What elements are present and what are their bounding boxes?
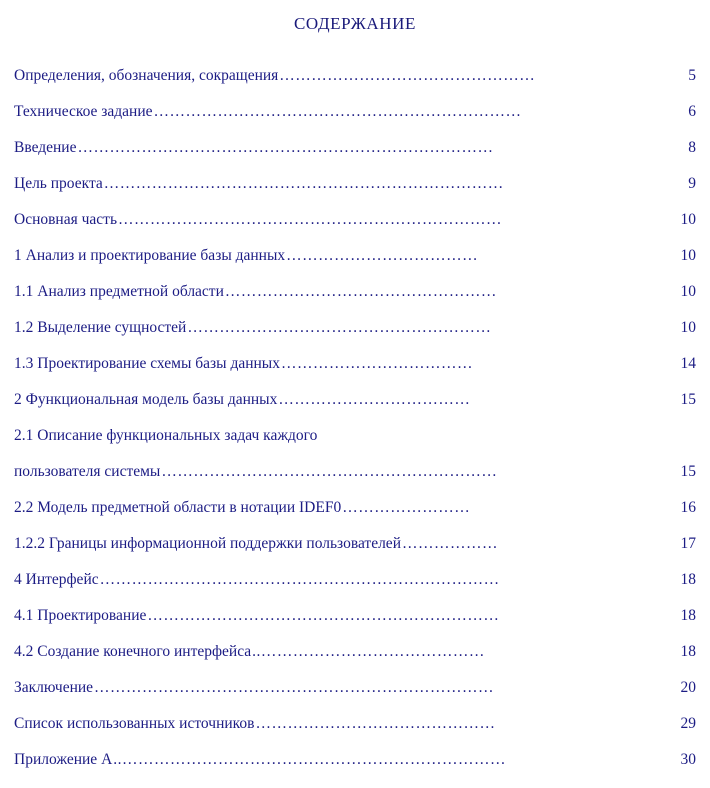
toc-entry-leader: ……………………………… bbox=[286, 247, 479, 264]
toc-entry-leader: ……………………………………… bbox=[255, 715, 496, 732]
toc-entry-label: 1 Анализ и проектирование базы данных bbox=[14, 247, 286, 264]
toc-entry-page-number: 29 bbox=[680, 715, 696, 732]
toc-entry-label: 1.2 Выделение сущностей bbox=[14, 319, 187, 336]
toc-entry[interactable] bbox=[14, 140, 696, 176]
toc-entry-page-number: 15 bbox=[680, 463, 696, 480]
toc-entry[interactable] bbox=[14, 284, 696, 320]
toc-entry-leader: …………………………………………… bbox=[224, 283, 497, 300]
toc-entry-leader: ..……………………………………………………………… bbox=[113, 751, 507, 768]
toc-entry-label: Техническое задание bbox=[14, 103, 153, 120]
toc-entry-page-number: 8 bbox=[688, 139, 696, 156]
document-page bbox=[0, 14, 710, 768]
toc-entry-page-number: 15 bbox=[680, 391, 696, 408]
toc-entry-leader: ..…………………………………… bbox=[252, 643, 485, 660]
toc-entry[interactable] bbox=[14, 176, 696, 212]
toc-entry-leader: …………………………………………………………………… bbox=[77, 139, 494, 156]
toc-entry[interactable] bbox=[14, 536, 696, 572]
toc-entry-label: 4.1 Проектирование bbox=[14, 607, 147, 624]
toc-entry-leader: ……………………………………………………………… bbox=[118, 211, 503, 228]
toc-entry-label: Список использованных источников bbox=[14, 715, 255, 732]
toc-entry[interactable] bbox=[14, 608, 696, 644]
toc-entry-page-number: 10 bbox=[680, 247, 696, 264]
toc-entry[interactable] bbox=[14, 356, 696, 392]
toc-entry-label: Введение bbox=[14, 139, 77, 156]
toc-entry[interactable] bbox=[14, 500, 696, 536]
toc-entry-label: Определения, обозначения, сокращения bbox=[14, 67, 279, 84]
toc-entry-leader: ………………………………………………………………… bbox=[103, 175, 504, 192]
page-title: СОДЕРЖАНИЕ bbox=[293, 14, 417, 33]
toc-entry-page-number: 5 bbox=[688, 67, 696, 84]
toc-entry-page-number: 30 bbox=[680, 751, 696, 768]
toc-entry-label: 1.1 Анализ предметной области bbox=[14, 283, 224, 300]
toc-entry-label: 1.2.2 Границы информационной поддержки пользователей bbox=[14, 535, 401, 552]
toc-entry-page-number: 10 bbox=[680, 211, 696, 228]
toc-entry[interactable] bbox=[14, 428, 696, 464]
toc-entry-page-number: 20 bbox=[680, 679, 696, 696]
toc-entry-label: 1.3 Проектирование схемы базы данных bbox=[14, 355, 280, 372]
toc-entry-page-number: 17 bbox=[680, 535, 696, 552]
toc-entry-page-number: 18 bbox=[680, 643, 696, 660]
toc-entry-page-number: 14 bbox=[680, 355, 696, 372]
toc-entry[interactable] bbox=[14, 680, 696, 716]
toc-entry[interactable] bbox=[14, 68, 696, 104]
toc-entry-leader: ……………………………………………………… bbox=[161, 463, 498, 480]
toc-entry[interactable] bbox=[14, 752, 696, 788]
toc-entry-label: 4.2 Создание конечного интерфейса bbox=[14, 643, 252, 660]
toc-entry-page-number: 6 bbox=[688, 103, 696, 120]
toc-entry[interactable] bbox=[14, 572, 696, 608]
toc-entry[interactable] bbox=[14, 320, 696, 356]
toc-entry-page-number: 18 bbox=[680, 607, 696, 624]
toc-entry-label: 2 Функциональная модель базы данных bbox=[14, 391, 278, 408]
toc-entry[interactable] bbox=[14, 212, 696, 248]
toc-entry-leader: ………………………………………… bbox=[279, 67, 536, 84]
toc-entry-label: 2.1 Описание функциональных задач каждого bbox=[14, 427, 318, 444]
toc-entry[interactable] bbox=[14, 104, 696, 140]
toc-entry-leader: …………………… bbox=[342, 499, 471, 516]
toc-entry[interactable] bbox=[14, 392, 696, 428]
toc-entry-page-number: 16 bbox=[680, 499, 696, 516]
toc-entry-leader: ………………………………………………………………… bbox=[94, 679, 495, 696]
toc-entry-page-number: 18 bbox=[680, 571, 696, 588]
toc-entry-leader: ……………… bbox=[402, 535, 498, 552]
toc-entry-label: Заключение bbox=[14, 679, 94, 696]
toc-entry-leader: ………………………………………………………… bbox=[147, 607, 500, 624]
toc-entry-label: 4 Интерфейс bbox=[14, 571, 99, 588]
toc-entry-label: Приложение А bbox=[14, 751, 113, 768]
toc-entry[interactable] bbox=[14, 464, 696, 500]
toc-entry-leader: …………………………………………………………… bbox=[153, 103, 522, 120]
toc-entry-page-number: 9 bbox=[688, 175, 696, 192]
table-of-contents bbox=[14, 68, 696, 788]
toc-entry-leader: ……………………………… bbox=[280, 355, 473, 372]
toc-entry-leader: ………………………………………………………………… bbox=[99, 571, 500, 588]
toc-entry[interactable] bbox=[14, 248, 696, 284]
toc-entry-leader: ………………………………………………… bbox=[187, 319, 492, 336]
toc-entry-label: Цель проекта bbox=[14, 175, 103, 192]
toc-entry-label: Основная часть bbox=[14, 211, 118, 228]
toc-entry[interactable] bbox=[14, 716, 696, 752]
toc-entry-leader: ……………………………… bbox=[278, 391, 471, 408]
toc-entry-page-number: 10 bbox=[680, 319, 696, 336]
toc-entry[interactable] bbox=[14, 644, 696, 680]
toc-entry-label: пользователя системы bbox=[14, 463, 161, 480]
toc-entry-label: 2.2 Модель предметной области в нотации IDEF0 bbox=[14, 499, 342, 516]
toc-entry-page-number: 10 bbox=[680, 283, 696, 300]
